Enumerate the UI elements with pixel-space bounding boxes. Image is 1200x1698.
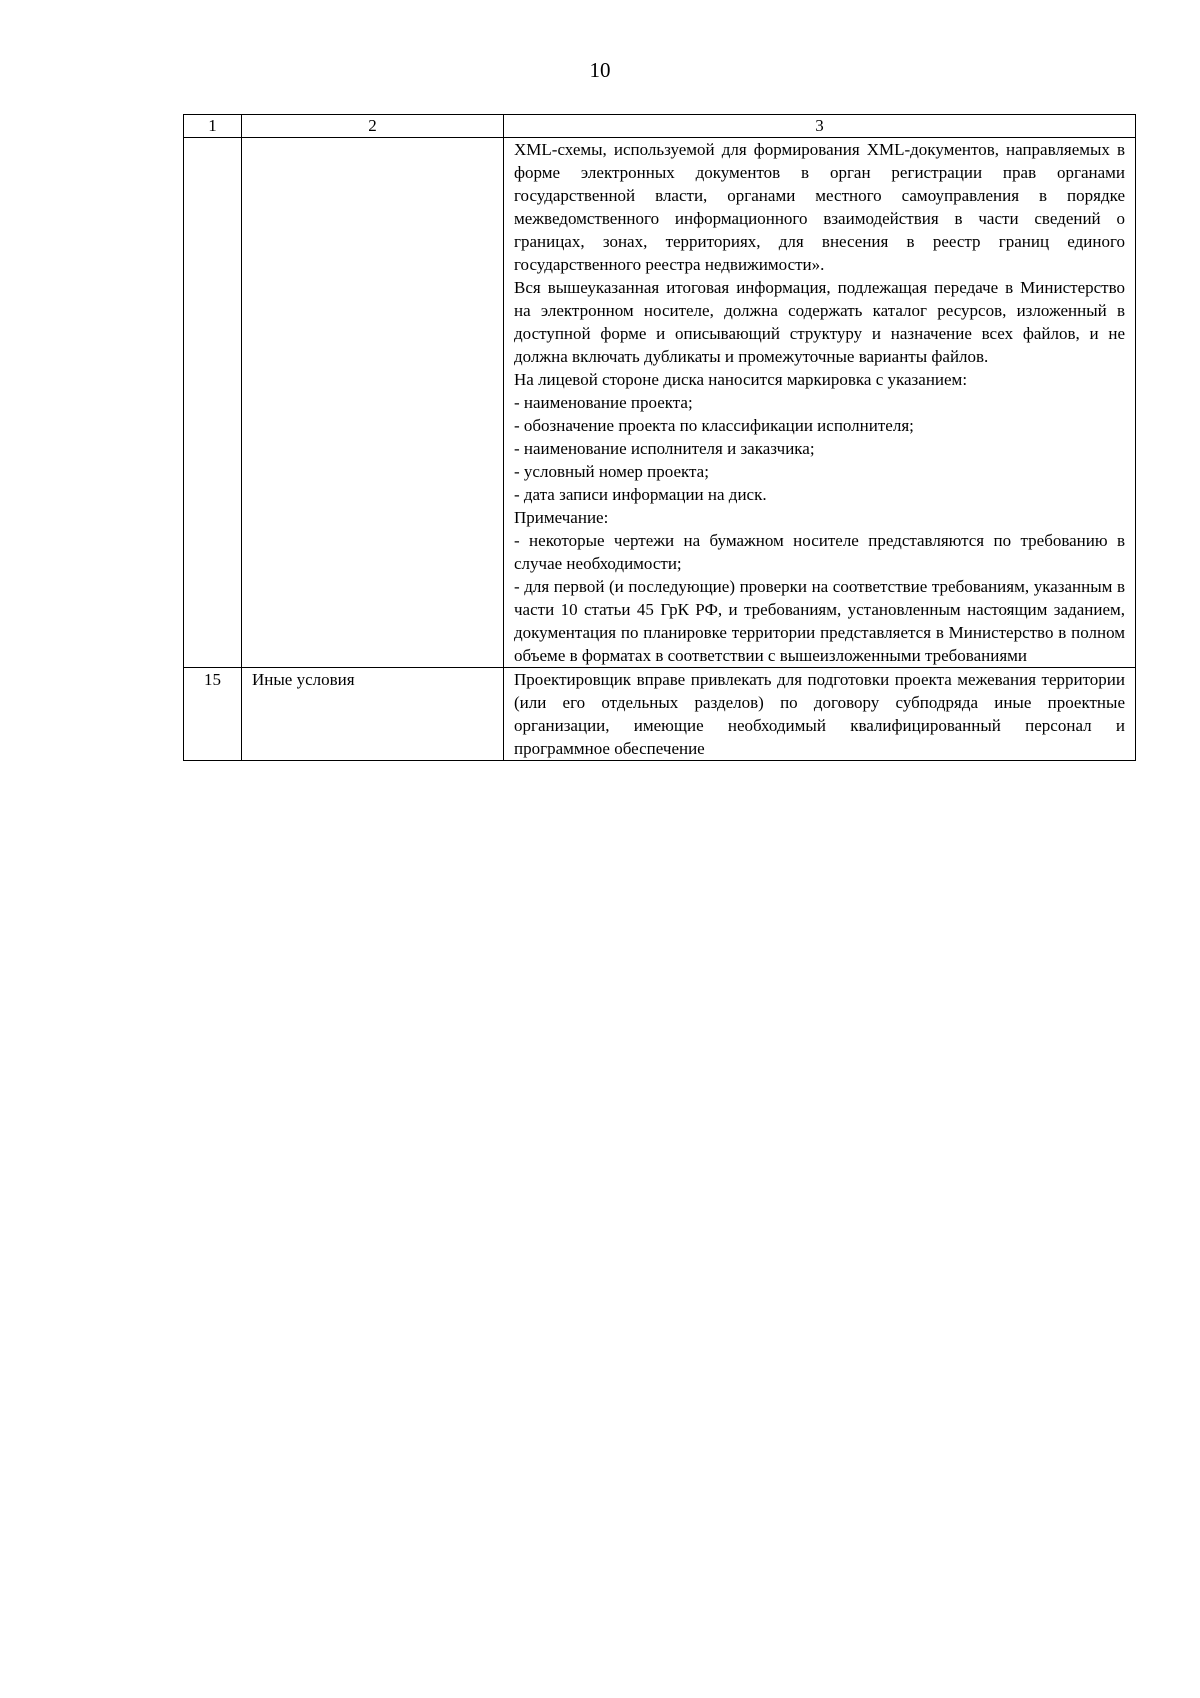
row-number: 15 — [184, 668, 242, 761]
list-item: - наименование проекта; — [514, 393, 693, 412]
note-item: - некоторые чертежи на бумажном носителе представляются по требованию в случае необходимости; — [514, 531, 1125, 573]
table-row — [184, 138, 1136, 668]
row-content — [504, 138, 1136, 668]
column-header-1: 1 — [184, 115, 242, 138]
list-item: - условный номер проекта; — [514, 462, 709, 481]
list-item: - дата записи информации на диск. — [514, 485, 767, 504]
list-item: - обозначение проекта по классификации исполнителя; — [514, 416, 914, 435]
row-title — [242, 138, 504, 668]
page-number: 10 — [589, 58, 611, 82]
paragraph: На лицевой стороне диска наносится маркировка с указанием: — [514, 370, 968, 389]
requirements-table — [183, 114, 1136, 761]
list-item: - наименование исполнителя и заказчика; — [514, 439, 815, 458]
row-title: Иные условия — [242, 668, 504, 761]
paragraph: Проектировщик вправе привлекать для подготовки проекта межевания территории (или его отдельных разделов) по договору субподряда иные проектные организации, имеющие необходимый квалифицированный персонал и программное обеспечение — [514, 670, 1125, 758]
row-content — [504, 668, 1136, 761]
row-number — [184, 138, 242, 668]
note-item: - для первой (и последующие) проверки на соответствие требованиям, указанным в части 10 статьи 45 ГрК РФ, и требованиям, установленным настоящим заданием, документация по планировке территории представляется в Министерство в полном объеме в форматах в соответствии с вышеизложенными требованиями — [514, 577, 1125, 665]
column-header-3: 3 — [504, 115, 1136, 138]
column-header-2: 2 — [242, 115, 504, 138]
paragraph: Вся вышеуказанная итоговая информация, подлежащая передаче в Министерство на электронном носителе, должна содержать каталог ресурсов, изложенный в доступной форме и описывающий структуру и назначение всех файлов, и не должна включать дубликаты и промежуточные варианты файлов. — [514, 278, 1125, 366]
note-heading: Примечание: — [514, 508, 609, 527]
paragraph: XML-схемы, используемой для формирования XML-документов, направляемых в форме электронных документов в орган регистрации прав органами государственной власти, органами местного самоуправления в порядке межведомственного информационного взаимодействия в части сведений о границах, зонах, территориях, для внесения в реестр границ единого государственного реестра недвижимости». — [514, 140, 1125, 274]
table-row — [184, 668, 1136, 761]
table-header-row — [184, 115, 1136, 138]
